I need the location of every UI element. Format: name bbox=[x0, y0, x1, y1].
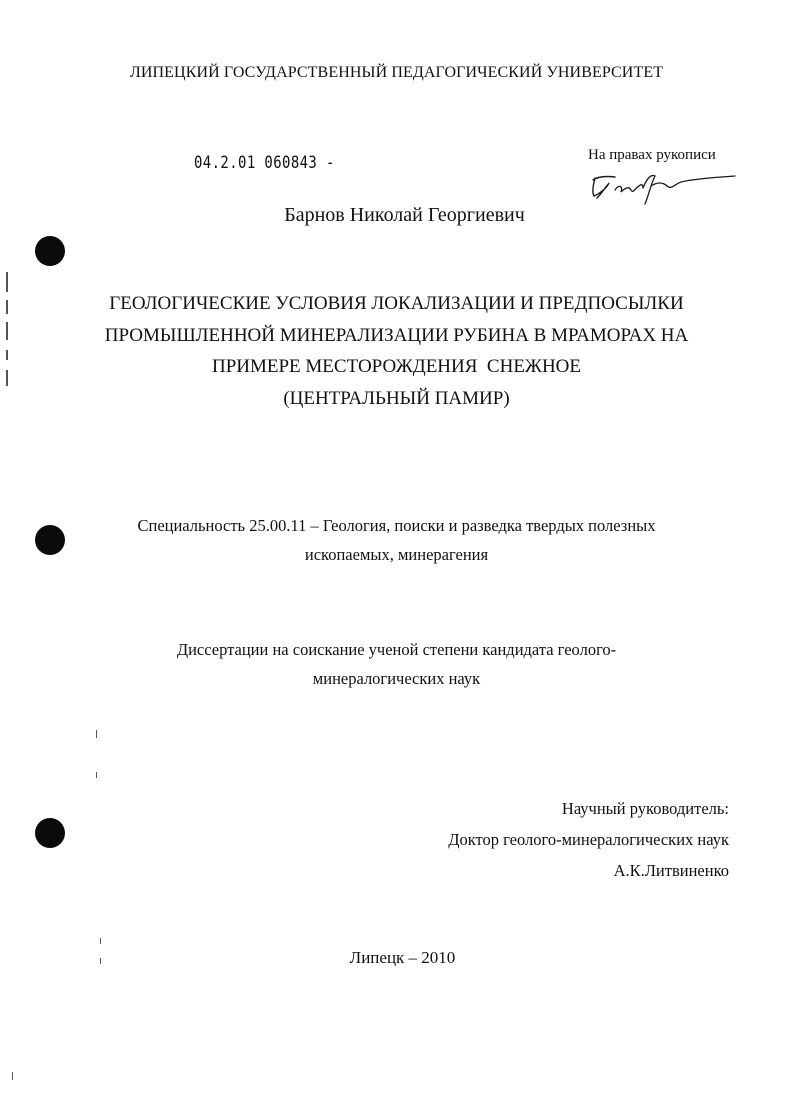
specialty-line: Специальность 25.00.11 – Геология, поиски и разведка твердых полезных bbox=[137, 516, 656, 535]
scan-speck bbox=[6, 300, 8, 314]
city-year: Липецк – 2010 bbox=[349, 948, 456, 967]
university-name: ЛИПЕЦКИЙ ГОСУДАРСТВЕННЫЙ ПЕДАГОГИЧЕСКИЙ УНИВЕРСИТЕТ bbox=[129, 64, 664, 81]
scan-speck bbox=[96, 730, 97, 738]
scan-speck bbox=[96, 772, 97, 778]
scan-speck bbox=[6, 272, 8, 292]
advisor-block bbox=[448, 793, 729, 886]
punch-hole bbox=[35, 236, 65, 266]
author-name: Барнов Николай Георгиевич bbox=[284, 204, 525, 226]
advisor-label: Научный руководитель: bbox=[561, 799, 729, 818]
archive-code: 04.2.01 060843 - bbox=[194, 153, 335, 173]
advisor-degree: Доктор геолого-минералогических наук bbox=[448, 830, 729, 849]
scan-speck bbox=[12, 1072, 13, 1080]
title-line: (ЦЕНТРАЛЬНЫЙ ПАМИР) bbox=[283, 387, 510, 409]
scan-speck bbox=[6, 370, 8, 386]
handwritten-signature bbox=[585, 164, 745, 208]
scan-speck bbox=[100, 958, 101, 964]
scan-speck bbox=[100, 938, 101, 944]
manuscript-note: На правах рукописи bbox=[588, 147, 716, 163]
title-line: ГЕОЛОГИЧЕСКИЕ УСЛОВИЯ ЛОКАЛИЗАЦИИ И ПРЕДПОСЫЛКИ bbox=[109, 293, 684, 314]
dissertation-title bbox=[0, 288, 793, 414]
punch-hole bbox=[35, 525, 65, 555]
advisor-name: А.К.Литвиненко bbox=[613, 861, 729, 880]
title-line: ПРИМЕРЕ МЕСТОРОЖДЕНИЯ СНЕЖНОЕ bbox=[211, 356, 581, 377]
degree-line: Диссертации на соискание ученой степени кандидата геолого- bbox=[176, 640, 617, 659]
specialty-line: ископаемых, минерагения bbox=[304, 545, 489, 564]
title-line: ПРОМЫШЛЕННОЙ МИНЕРАЛИЗАЦИИ РУБИНА В МРАМОРАХ НА bbox=[104, 324, 689, 346]
scan-speck bbox=[6, 350, 8, 360]
punch-hole bbox=[35, 818, 65, 848]
degree-block bbox=[0, 635, 793, 693]
scan-speck bbox=[6, 322, 8, 340]
specialty-block bbox=[0, 511, 793, 569]
degree-line: минералогических наук bbox=[312, 669, 481, 688]
